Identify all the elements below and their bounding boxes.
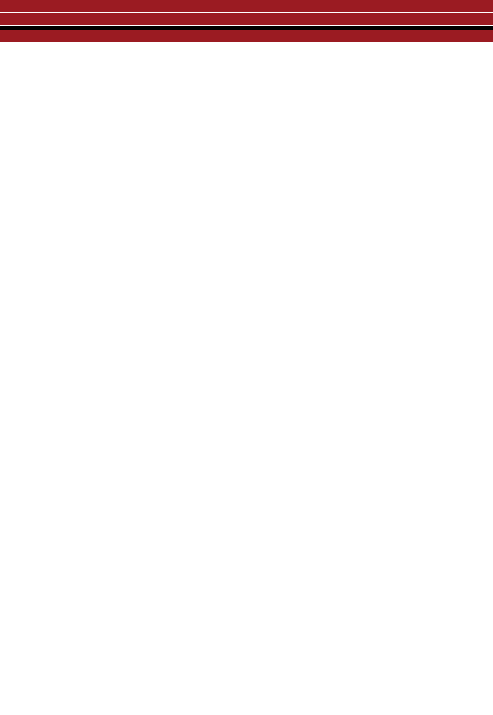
column-headers [0, 13, 493, 26]
notes-header [0, 30, 493, 43]
column-header-values [320, 13, 438, 25]
column-header-default [438, 13, 493, 25]
notes-list [0, 43, 493, 45]
column-header-parameter [0, 13, 320, 25]
parameters-table [0, 0, 493, 45]
table-title [0, 0, 493, 13]
